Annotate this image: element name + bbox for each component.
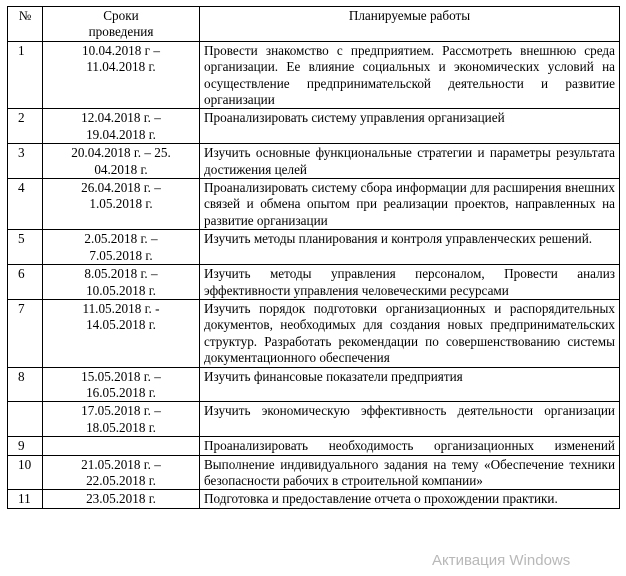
row-work: Проанализировать необходимость организационных изменений [200,437,620,455]
row-date-line1: 10.04.2018 г – [82,42,160,58]
windows-activation-watermark: Активация Windows [432,552,571,569]
work-plan-table [7,6,620,509]
row-dates [43,490,200,508]
row-dates [43,179,200,230]
row-date-line1: 20.04.2018 г. – 25. [71,145,171,161]
row-date-line2: 04.2018 г. [94,161,148,177]
row-work: Изучить порядок подготовки организационных и распорядительных документов, необходимых для создания новых предпринимательских структур. Разработать рекомендации по совершенствованию системы документационного обеспечения [200,299,620,367]
row-dates [43,265,200,300]
row-work: Изучить финансовые показатели предприятия [200,367,620,402]
row-work: Проанализировать систему управления организацией [200,109,620,144]
row-dates [43,230,200,265]
table-row [8,230,620,265]
row-num: 1 [8,41,43,109]
row-dates [43,367,200,402]
row-dates [43,109,200,144]
header-dates [43,7,200,42]
row-num: 4 [8,179,43,230]
row-date-line2: 19.04.2018 г. [86,126,156,142]
table-row [8,455,620,490]
row-work: Изучить методы планирования и контроля управленческих решений. [200,230,620,265]
row-date-line2: 18.05.2018 г. [86,419,156,435]
table-row [8,179,620,230]
row-date-line2: 10.05.2018 г. [86,282,156,298]
row-date-line1: 12.04.2018 г. – [81,110,161,126]
row-num: 7 [8,299,43,367]
row-date-line1: 26.04.2018 г. – [81,180,161,196]
row-date-line1: 11.05.2018 г. - [82,300,160,316]
row-num: 6 [8,265,43,300]
row-date-line2: 16.05.2018 г. [86,384,156,400]
table-row [8,265,620,300]
row-date-line1: 2.05.2018 г. – [84,231,158,247]
row-date-line2: 11.04.2018 г. [86,59,156,75]
row-num: 10 [8,455,43,490]
row-work: Подготовка и предоставление отчета о прохождении практики. [200,490,620,508]
row-num: 8 [8,367,43,402]
row-date-line2: 14.05.2018 г. [86,317,156,333]
row-work: Проанализировать систему сбора информации для расширения внешних связей и обмена опытом при реализации проектов, направленных на развитие организации [200,179,620,230]
header-work: Планируемые работы [200,7,620,42]
table-row [8,109,620,144]
row-date-line1: 8.05.2018 г. – [84,266,158,282]
row-dates [43,144,200,179]
row-date-line2: 22.05.2018 г. [86,472,156,488]
row-work: Изучить основные функциональные стратегии и параметры результата достижения целей [200,144,620,179]
row-date-line2: 7.05.2018 г. [89,247,153,263]
row-date-line1: 17.05.2018 г. – [81,403,161,419]
row-num: 9 [8,437,43,455]
row-date-line1: 23.05.2018 г. [86,491,156,507]
row-num: 5 [8,230,43,265]
table-row [8,144,620,179]
row-work: Изучить методы управления персоналом, Провести анализ эффективности управления человеческими ресурсами [200,265,620,300]
table-row [8,367,620,402]
row-num [8,402,43,437]
table-row [8,41,620,109]
row-work: Выполнение индивидуального задания на тему «Обеспечение техники безопасности рабочих в строительной компании» [200,455,620,490]
table-row [8,490,620,508]
table-row [8,402,620,437]
table-row [8,437,620,455]
row-work: Провести знакомство с предприятием. Рассмотреть внешнюю среда организации. Ее влияние социальных и экономических условий на осуществление предпринимательской деятельности и развитие организации [200,41,620,109]
row-dates [43,299,200,367]
row-num: 2 [8,109,43,144]
row-dates [43,41,200,109]
table-header-row [8,7,620,42]
row-date-line2: 1.05.2018 г. [89,196,153,212]
header-dates-line2: проведения [88,24,154,40]
row-num: 11 [8,490,43,508]
table-row [8,299,620,367]
row-date-line1: 21.05.2018 г. – [81,456,161,472]
header-num: № [8,7,43,42]
header-dates-line1: Сроки [103,8,139,23]
row-dates [43,402,200,437]
row-dates [43,455,200,490]
row-dates [43,437,200,455]
row-num: 3 [8,144,43,179]
row-work: Изучить экономическую эффективность деятельности организации [200,402,620,437]
row-date-line1: 15.05.2018 г. – [81,368,161,384]
